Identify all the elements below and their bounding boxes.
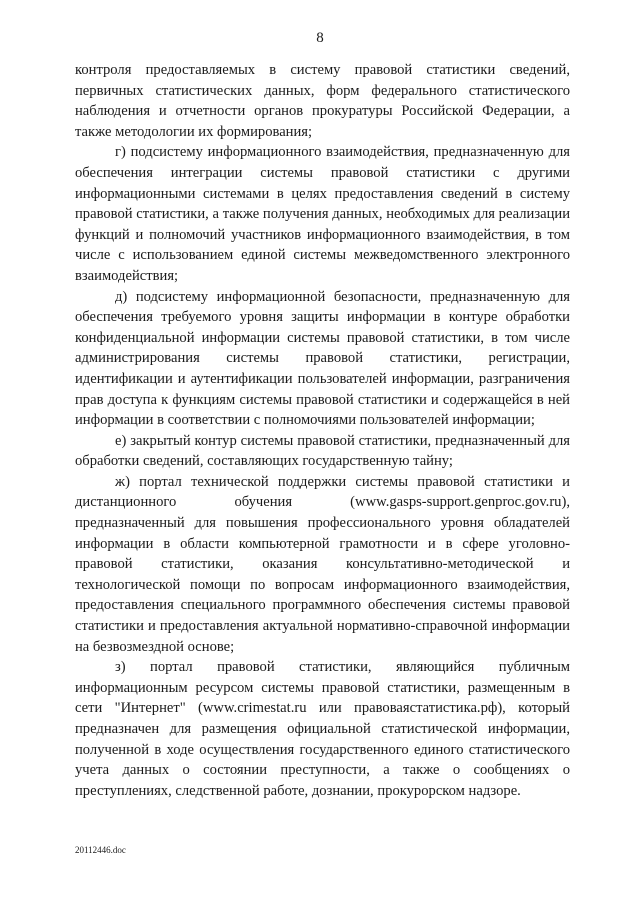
paragraph-item-d: д) подсистему информационной безопасности, предназначенную для обеспечения требуемого уровня защиты информации в контуре обработки конфиденциальной информации системы правовой статистики, в том числе администрирования системы правовой статистики, регистрации, идентификации и аутентификации пользователей информации, разграничения прав доступа к функциям системы правовой статистики и содержащейся в ней информации в соответствии с полномочиями пользователей информации; <box>75 288 570 429</box>
document-body <box>75 60 570 801</box>
document-footer-filename: 20112446.doc <box>75 845 126 855</box>
page-number: 8 <box>316 30 324 46</box>
paragraph-item-e: е) закрытый контур системы правовой статистики, предназначенный для обработки сведений, составляющих государственную тайну; <box>75 432 570 470</box>
paragraph-item-g: г) подсистему информационного взаимодействия, предназначенную для обеспечения интеграции системы правовой статистики с другими информационными системами в целях предоставления сведений в систему правовой статистики, а также получения данных, необходимых для реализации функций и полномочий участников информационного взаимодействия, в том числе с использованием единой системы межведомственного электронного взаимодействия; <box>75 144 570 284</box>
paragraph-continuation: контроля предоставляемых в систему правовой статистики сведений, первичных статистических данных, форм федерального статистического наблюдения и отчетности органов прокуратуры Российской Федерации, а также методологии их формирования; <box>75 62 570 140</box>
paragraph-item-z: з) портал правовой статистики, являющийся публичным информационным ресурсом системы правовой статистики, размещенным в сети "Интернет" (www.crimestat.ru или правоваястатистика.рф), который предназначен для размещения официальной статистической информации, полученной в ходе осуществления государственного единого статистического учета данных о состоянии преступности, а также о сообщениях о преступлениях, следственной работе, дознании, прокурорском надзоре. <box>75 659 570 799</box>
paragraph-item-zh: ж) портал технической поддержки системы правовой статистики и дистанционного обучения (www.gasps-support.genproc.gov.ru), предназначенный для повышения профессионального уровня обладателей информации в области компьютерной грамотности и в сфере уголовно-правовой статистики, оказания консультативно-методической и технологической помощи по вопросам информационного взаимодействия, предоставления специального программного обеспечения системы правовой статистики и предоставления актуальной нормативно-справочной информации на безвозмездной основе; <box>75 473 570 655</box>
